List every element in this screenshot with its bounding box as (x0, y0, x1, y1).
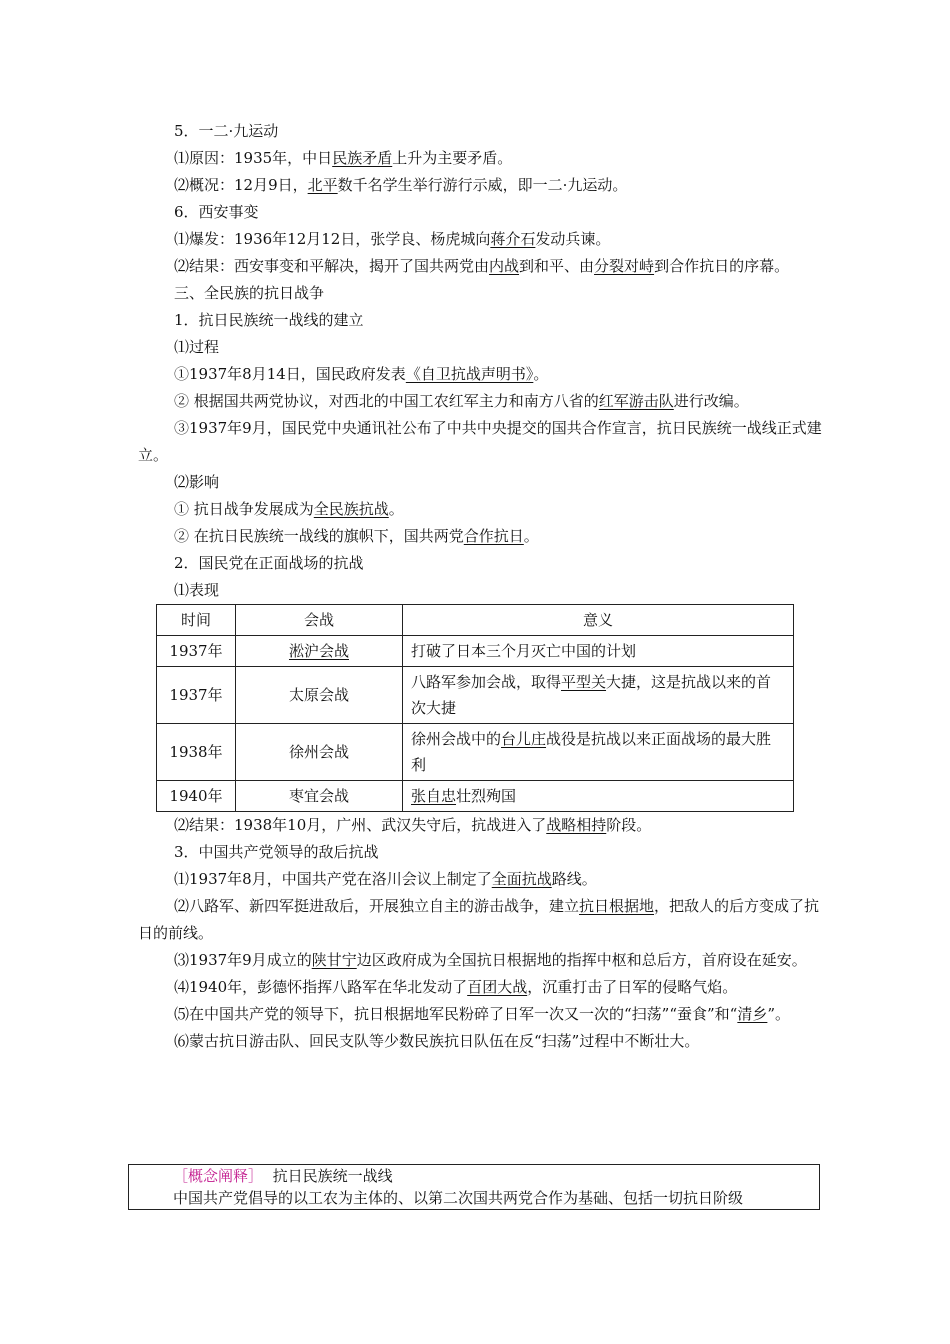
paragraph: ② 在抗日民族统一战线的旗帜下，国共两党合作抗日。 (174, 527, 539, 545)
underlined-term: 台儿庄 (501, 730, 547, 748)
paragraph: ⑴1937年8月，中国共产党在洛川会议上制定了全面抗战路线。 (174, 870, 597, 888)
concept-heading (129, 1165, 819, 1187)
paragraph: ⑹蒙古抗日游击队、回民支队等少数民族抗日队伍在反“扫荡”过程中不断壮大。 (174, 1032, 700, 1050)
section-heading: 三、全民族的抗日战争 (174, 284, 325, 302)
paragraph: ⑸在中国共产党的领导下，抗日根据地军民粉碎了日军一次又一次的“扫荡”“蚕食”和“清乡”。 (174, 1005, 791, 1023)
underlined-term: 清乡 (737, 1005, 768, 1023)
paragraph: ⑵结果：西安事变和平解决，揭开了国共两党由内战到和平、由分裂对峙到合作抗日的序幕。 (174, 257, 790, 275)
underlined-term: 《自卫抗战声明书》 (405, 365, 534, 383)
paragraph: ⑵八路军、新四军挺进敌后，开展独立自主的游击战争，建立抗日根据地，把敌人的后方变成了抗日的前线。 (138, 897, 820, 942)
table-cell: 1937年 (157, 667, 236, 724)
paragraph: ② 根据国共两党协议，对西北的中国工农红军主力和南方八省的红军游击队进行改编。 (174, 392, 749, 410)
underlined-term: 红军游击队 (598, 392, 674, 410)
underlined-term: 抗日根据地 (579, 897, 655, 915)
sub-heading: ⑴表现 (174, 581, 220, 599)
underlined-term: 全民族抗战 (313, 500, 389, 518)
underlined-term: 战略相持 (546, 816, 607, 834)
sub-heading: ⑵影响 (174, 473, 220, 491)
paragraph: ⑵结果：1938年10月，广州、武汉失守后，抗战进入了战略相持阶段。 (174, 816, 652, 834)
section-heading: 6．西安事变 (174, 203, 259, 221)
table-row (157, 667, 794, 724)
table-cell: 1937年 (157, 636, 236, 667)
paragraph: ①1937年8月14日，国民政府发表《自卫抗战声明书》。 (174, 365, 549, 383)
document-body (138, 118, 822, 1055)
underlined-term: 平型关 (561, 673, 607, 691)
column-header: 会战 (236, 605, 403, 636)
concept-box (128, 1164, 820, 1210)
underlined-term: 全面抗战 (491, 870, 552, 888)
column-header: 意义 (403, 605, 794, 636)
underlined-term: 合作抗日 (463, 527, 524, 545)
paragraph: ⑷1940年，彭德怀指挥八路军在华北发动了百团大战，沉重打击了日军的侵略气焰。 (174, 978, 738, 996)
paragraph: ⑴爆发：1936年12月12日，张学良、杨虎城向蒋介石发动兵谏。 (174, 230, 611, 248)
table-cell: 1938年 (157, 724, 236, 781)
table-cell: 八路军参加会战，取得平型关大捷，这是抗战以来的首次大捷 (403, 667, 794, 724)
battle-table (156, 604, 794, 812)
paragraph: ⑶1937年9月成立的陕甘宁边区政府成为全国抗日根据地的指挥中枢和总后方，首府设在延安。 (174, 951, 807, 969)
sub-heading: ⑴过程 (174, 338, 220, 356)
underlined-term: 民族矛盾 (332, 149, 393, 167)
table-cell: 太原会战 (236, 667, 403, 724)
paragraph: ⑵概况：12月9日，北平数千名学生举行游行示威，即一二·九运动。 (174, 176, 628, 194)
underlined-term: 蒋介石 (490, 230, 536, 248)
paragraph: ⑴原因：1935年，中日民族矛盾上升为主要矛盾。 (174, 149, 513, 167)
concept-body: 中国共产党倡导的以工农为主体的、以第二次国共两党合作为基础、包括一切抗日阶级 (173, 1189, 744, 1207)
table-header-row (157, 605, 794, 636)
underlined-term: 百团大战 (467, 978, 528, 996)
underlined-term: 分裂对峙 (594, 257, 655, 275)
column-header: 时间 (157, 605, 236, 636)
table-cell: 枣宜会战 (236, 781, 403, 812)
sub-heading: 3．中国共产党领导的敌后抗战 (174, 843, 379, 861)
section-heading: 5．一二·九运动 (174, 122, 279, 140)
underlined-term: 北平 (307, 176, 338, 194)
table-row (157, 724, 794, 781)
underlined-term: 淞沪会战 (288, 642, 349, 660)
concept-tag: ［概念阐释］ (173, 1167, 264, 1185)
sub-heading: 1．抗日民族统一战线的建立 (174, 311, 364, 329)
underlined-term: 张自忠 (411, 787, 457, 805)
table-cell: 打破了日本三个月灭亡中国的计划 (403, 636, 794, 667)
table-cell (236, 636, 403, 667)
table-cell: 徐州会战中的台儿庄战役是抗战以来正面战场的最大胜利 (403, 724, 794, 781)
underlined-term: 陕甘宁 (311, 951, 357, 969)
paragraph: ③1937年9月，国民党中央通讯社公布了中共中央提交的国共合作宣言，抗日民族统一战线正式建立。 (138, 419, 822, 464)
table-row (157, 781, 794, 812)
table-cell: 1940年 (157, 781, 236, 812)
sub-heading: 2．国民党在正面战场的抗战 (174, 554, 364, 572)
underlined-term: 内战 (489, 257, 520, 275)
paragraph: ① 抗日战争发展成为全民族抗战。 (174, 500, 404, 518)
table-cell: 张自忠壮烈殉国 (403, 781, 794, 812)
table-cell: 徐州会战 (236, 724, 403, 781)
table-row (157, 636, 794, 667)
concept-title: 抗日民族统一战线 (272, 1167, 393, 1185)
